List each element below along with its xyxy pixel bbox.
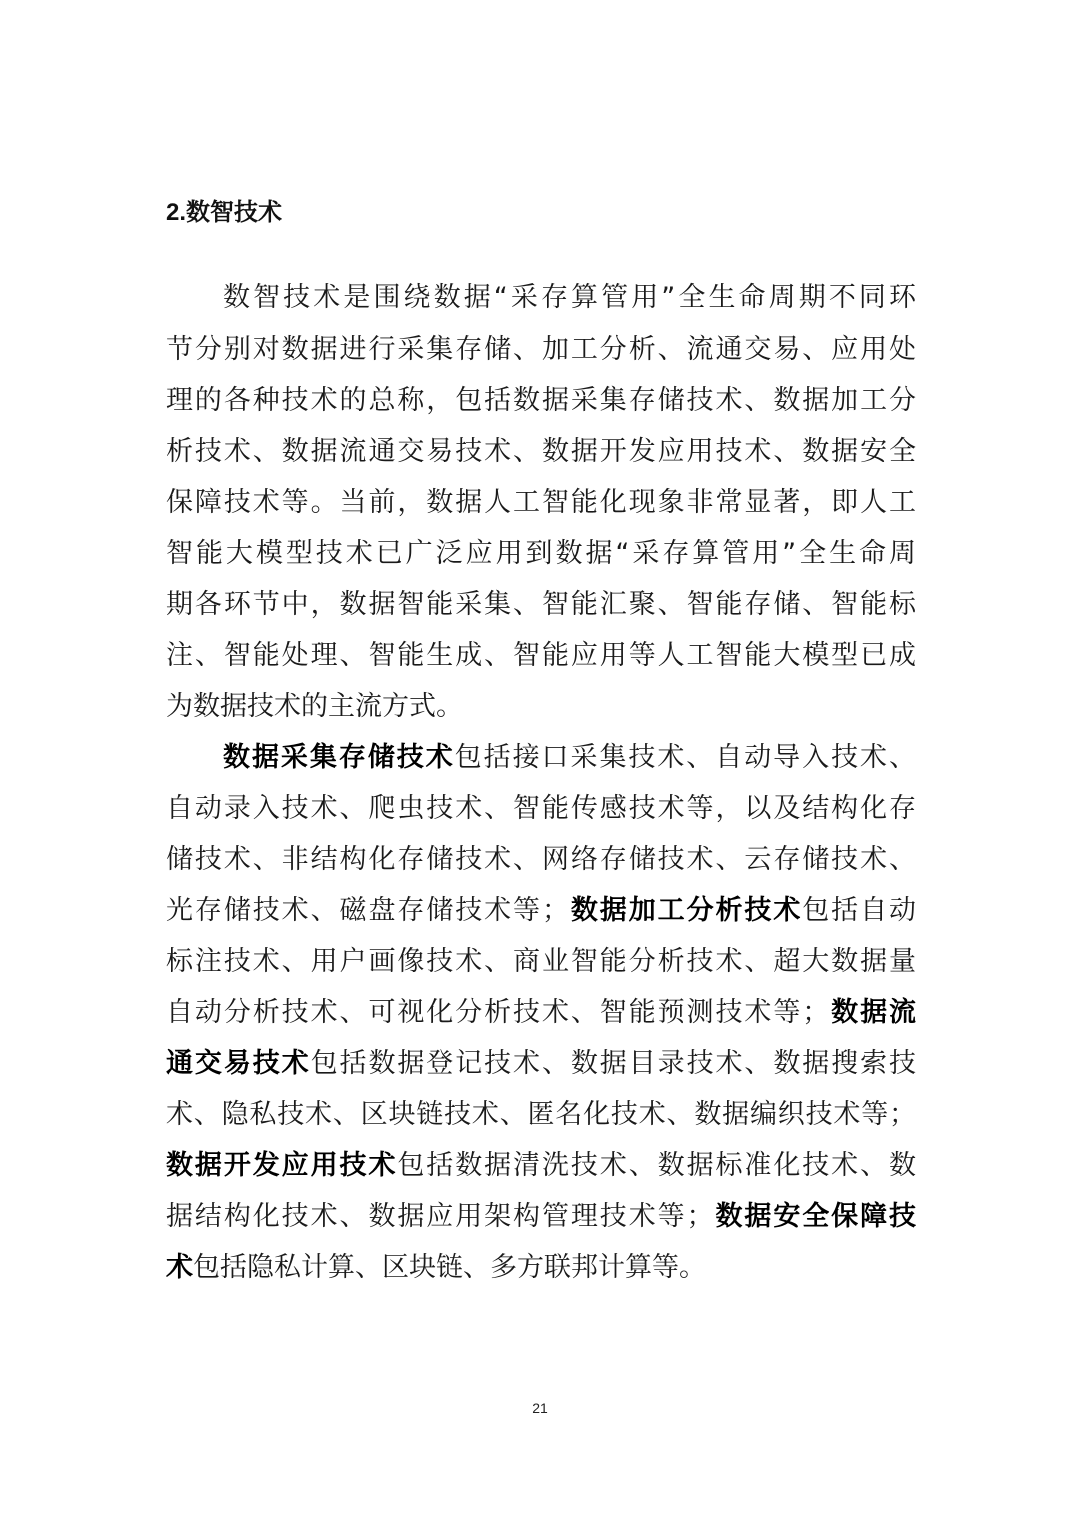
text-line [166, 885, 916, 937]
text-span: 包括接口采集技术、自动导入技术、 [454, 742, 917, 773]
text-line: 保障技术等。当前，数据人工智能化现象非常显著，即人工 [166, 487, 916, 518]
text-line [166, 1140, 916, 1192]
page-number: 21 [532, 1400, 548, 1416]
bold-term: 数据安全保障技 [713, 1201, 917, 1232]
text-line [223, 732, 916, 784]
text-span: 据结构化技术、数据应用架构管理技术等； [166, 1201, 714, 1232]
text-span: 包括自动 [802, 895, 917, 926]
text-line [166, 987, 916, 1039]
text-line [166, 1191, 916, 1243]
bold-term: 数据加工分析技术 [568, 895, 803, 926]
text-line [166, 1038, 916, 1090]
text-span: 包括数据清洗技术、数据标准化技术、数 [397, 1150, 917, 1181]
bold-term: 数据流 [829, 997, 917, 1028]
text-line: 注、智能处理、智能生成、智能应用等人工智能大模型已成 [166, 640, 916, 671]
text-line: 智能大模型技术已广泛应用到数据“采存算管用”全生命周 [166, 538, 916, 569]
text-line: 节分别对数据进行采集存储、加工分析、流通交易、应用处 [166, 334, 916, 365]
text-span: 自动分析技术、可视化分析技术、智能预测技术等； [166, 997, 830, 1028]
text-line: 术、隐私技术、区块链技术、匿名化技术、数据编织技术等； [166, 1099, 916, 1130]
text-line: 储技术、非结构化存储技术、网络存储技术、云存储技术、 [166, 844, 916, 875]
text-line: 理的各种技术的总称，包括数据采集存储技术、数据加工分 [166, 385, 916, 416]
bold-term: 数据采集存储技术 [223, 742, 455, 773]
text-line [166, 1242, 916, 1294]
text-line: 数智技术是围绕数据“采存算管用”全生命周期不同环 [223, 282, 916, 313]
text-line: 为数据技术的主流方式。 [166, 691, 463, 722]
text-line: 自动录入技术、爬虫技术、智能传感技术等，以及结构化存 [166, 793, 916, 824]
text-span: 包括隐私计算、区块链、多方联邦计算等。 [193, 1252, 706, 1283]
text-line: 析技术、数据流通交易技术、数据开发应用技术、数据安全 [166, 436, 916, 467]
section-heading: 2.数智技术 [166, 199, 283, 226]
text-line: 标注技术、用户画像技术、商业智能分析技术、超大数据量 [166, 946, 916, 977]
bold-term: 数据开发应用技术 [166, 1150, 398, 1181]
text-span: 包括数据登记技术、数据目录技术、数据搜索技 [310, 1048, 917, 1079]
text-line: 期各环节中，数据智能采集、智能汇聚、智能存储、智能标 [166, 589, 916, 620]
bold-term: 术 [166, 1252, 193, 1283]
text-span: 光存储技术、磁盘存储技术等； [166, 895, 569, 926]
bold-term: 通交易技术 [166, 1048, 311, 1079]
